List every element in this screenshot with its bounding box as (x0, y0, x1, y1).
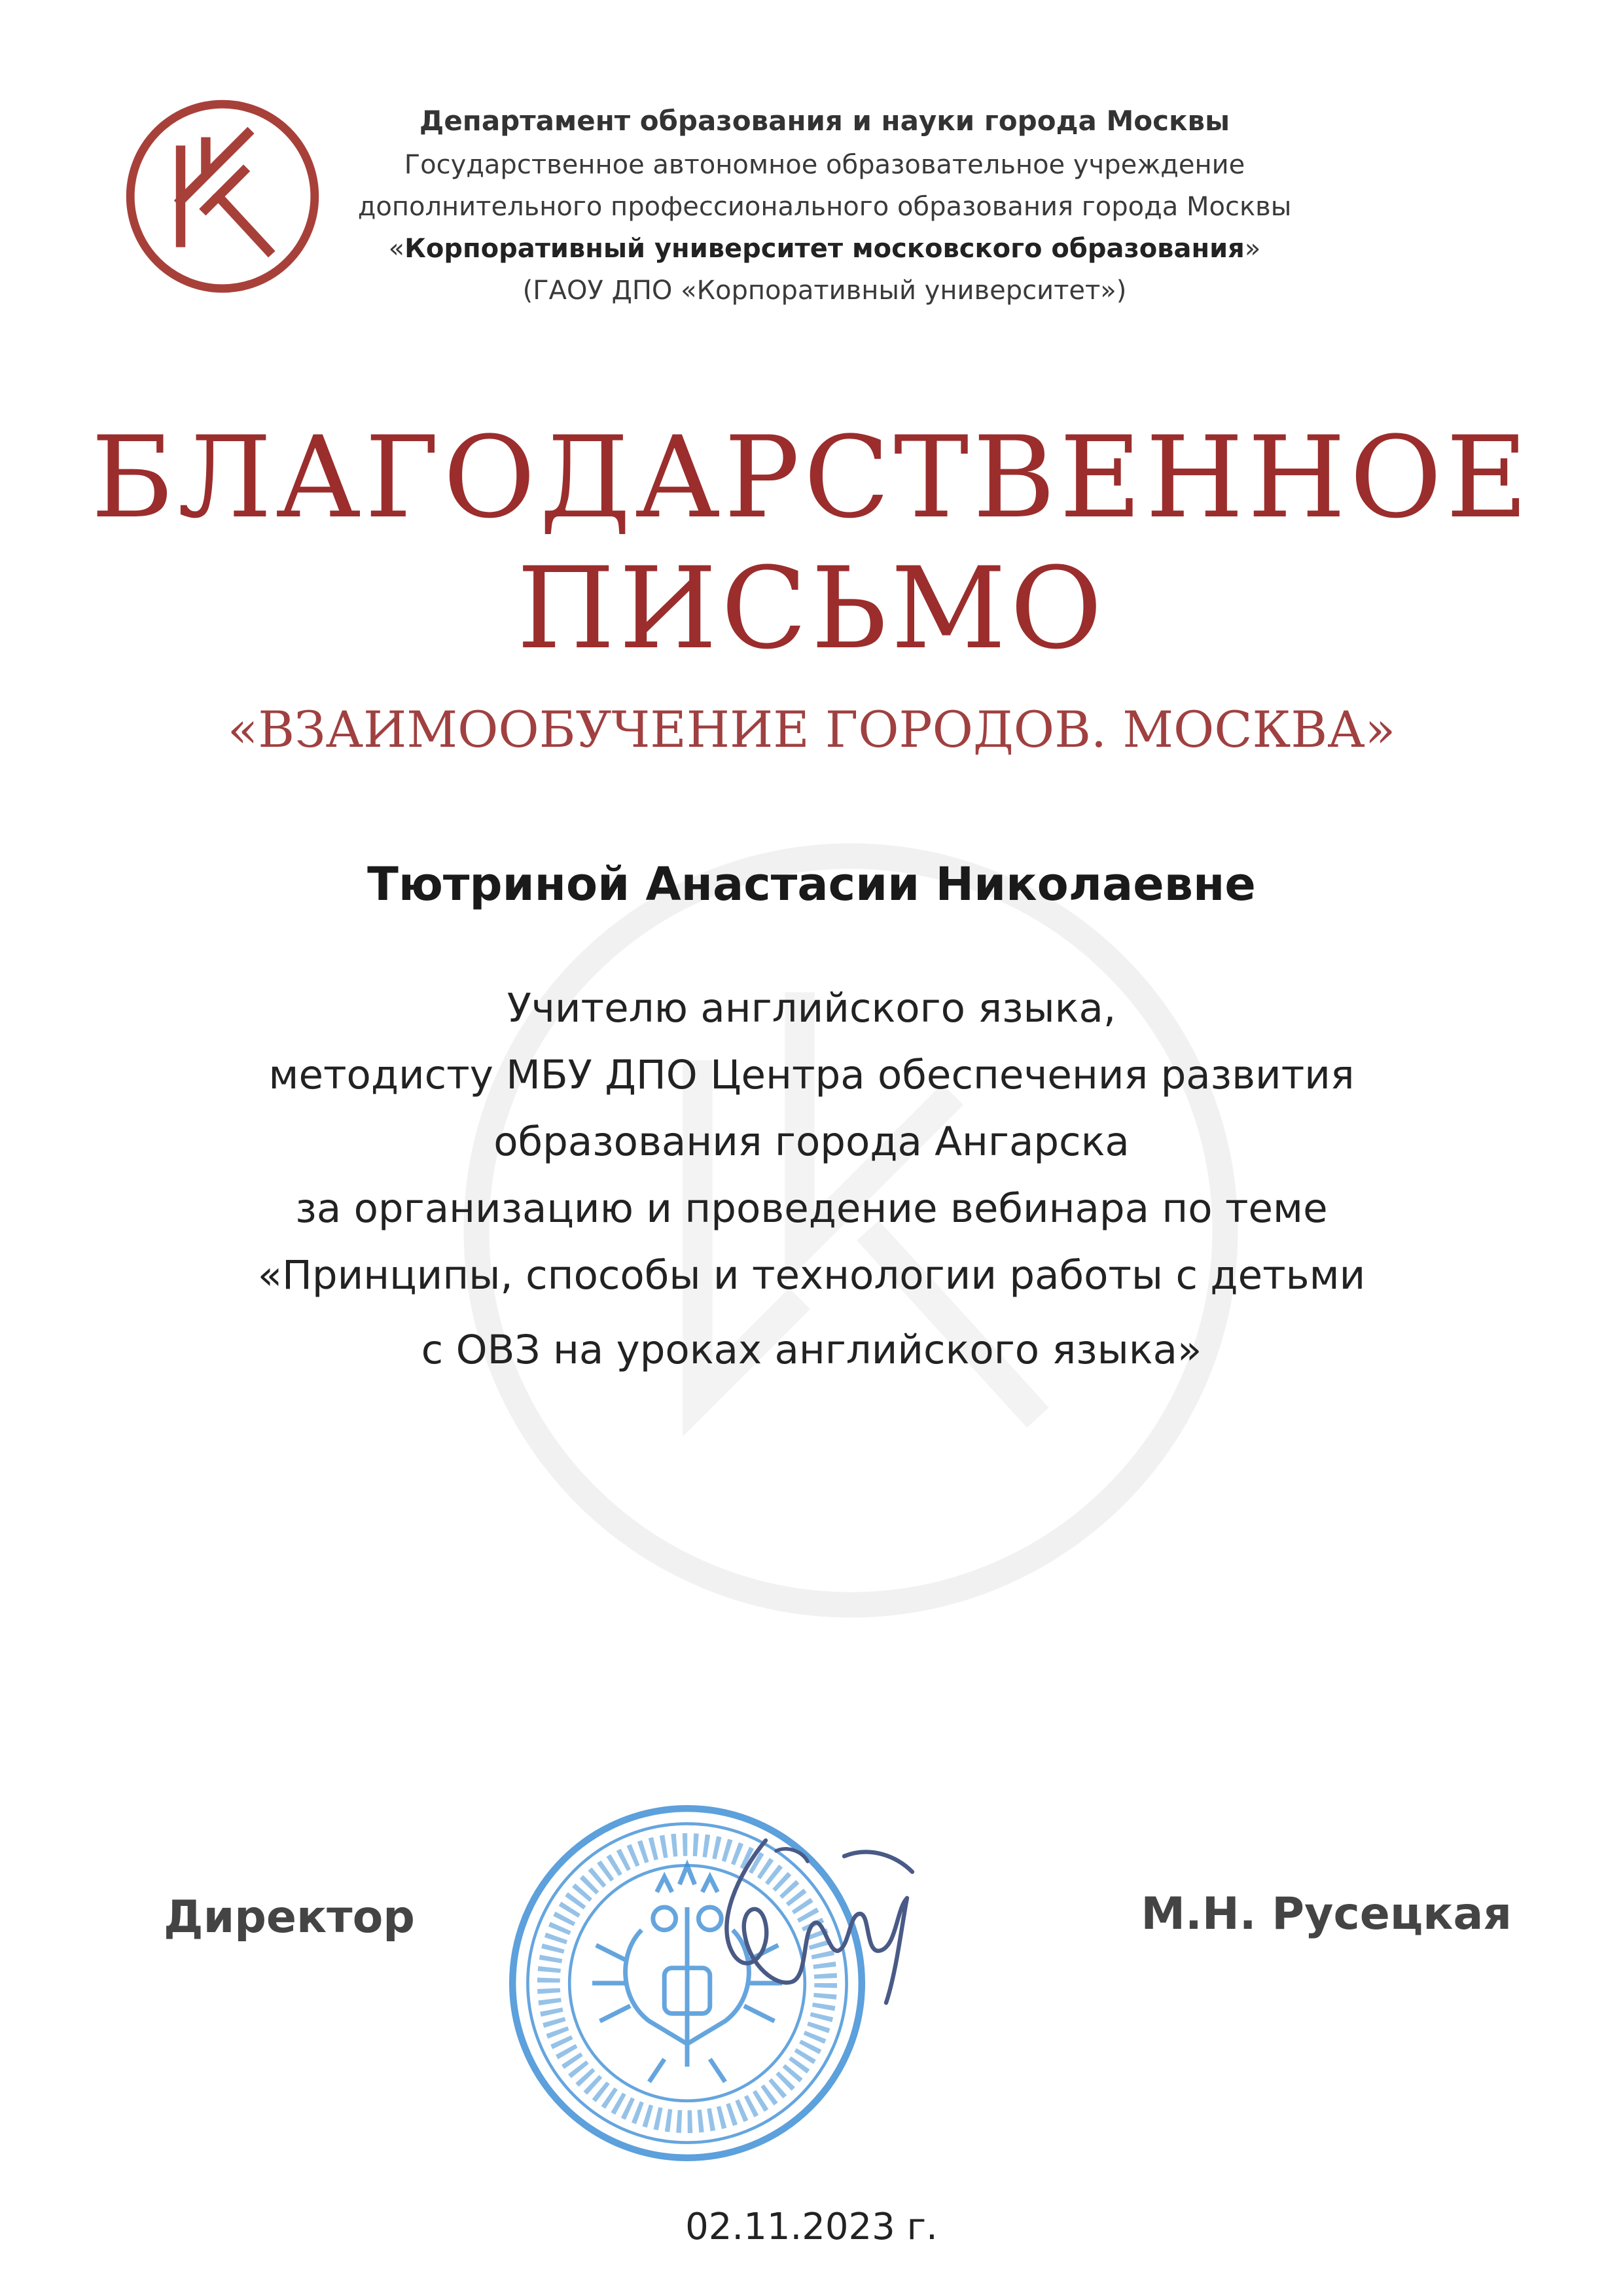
corporate-university-logo-icon (118, 92, 327, 301)
department-name: Департамент образования и науки города Москвы (419, 105, 1230, 137)
org-line-3 (327, 228, 1322, 270)
title-line-2: ПИСЬМО (516, 543, 1107, 674)
recipient-name: Тютриной Анастасии Николаевне (367, 857, 1256, 911)
organization-header (327, 98, 1322, 312)
body-line: методисту МБУ ДПО Центра обеспечения развития (268, 1052, 1355, 1098)
body-line: «Принципы, способы и технологии работы с детьми (257, 1252, 1366, 1299)
body-line: Учителю английского языка, (507, 985, 1116, 1031)
letter-body (0, 975, 1623, 1384)
signatory-role: Директор (164, 1892, 415, 1943)
body-line: с ОВЗ на уроках английского языка» (421, 1327, 1202, 1373)
document-title (0, 412, 1623, 766)
body-line: образования города Ангарска (493, 1119, 1130, 1165)
org-line-2: дополнительного профессионального образования города Москвы (357, 192, 1292, 222)
title-subtitle: «ВЗАИМООБУЧЕНИЕ ГОРОДОВ. МОСКВА» (227, 700, 1396, 759)
quote-close: » (1244, 234, 1261, 264)
body-line: за организацию и проведение вебинара по теме (295, 1185, 1328, 1232)
org-short-name: (ГАОУ ДПО «Корпоративный университет») (522, 276, 1127, 306)
org-line-1: Государственное автономное образовательное учреждение (404, 150, 1245, 180)
signature-icon (681, 1820, 955, 2029)
quote-open: « (388, 234, 405, 264)
signatory-name: М.Н. Русецкая (1141, 1888, 1512, 1940)
title-line-1: БЛАГОДАРСТВЕННОЕ (91, 412, 1532, 543)
issue-date: 02.11.2023 г. (685, 2206, 938, 2248)
university-name: Корпоративный университет московского образования (404, 234, 1245, 264)
